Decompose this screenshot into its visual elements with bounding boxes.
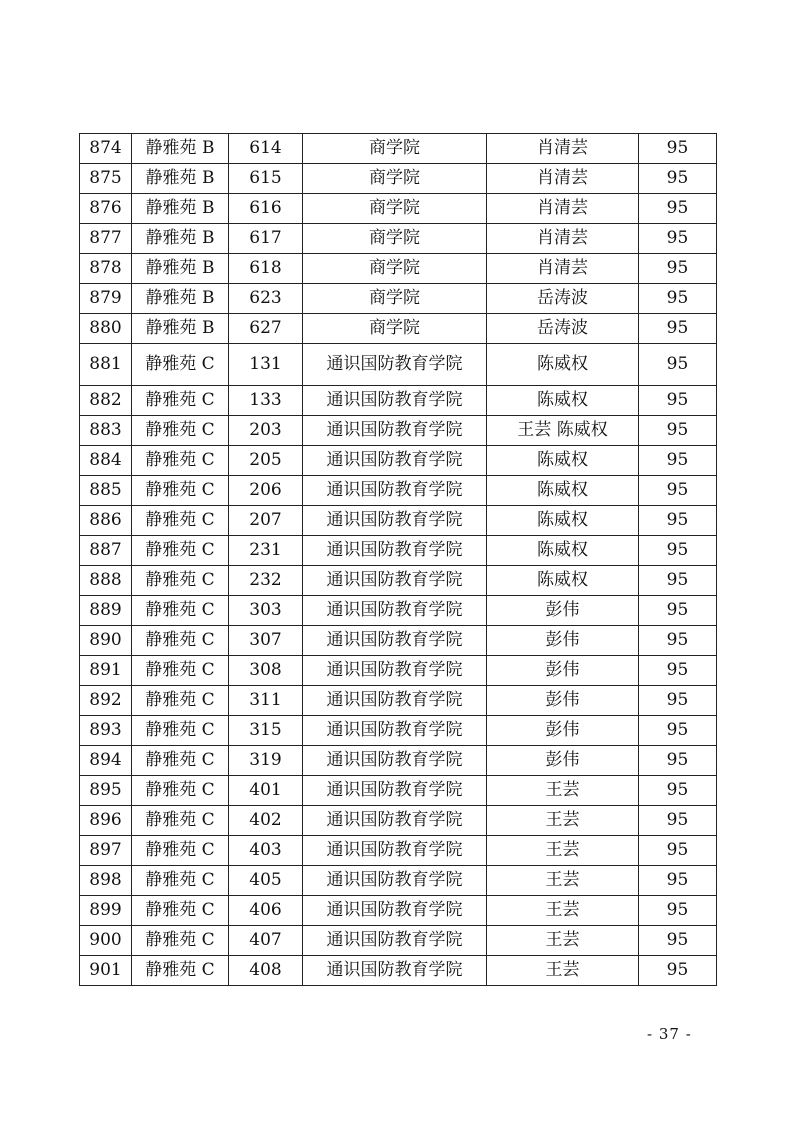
row-number-cell: 890 bbox=[80, 626, 132, 656]
room-number-cell: 231 bbox=[229, 536, 303, 566]
table-body bbox=[80, 134, 717, 986]
building-cell: 静雅苑 C bbox=[132, 626, 229, 656]
counselor-cell: 岳涛波 bbox=[487, 284, 639, 314]
room-number-cell: 207 bbox=[229, 506, 303, 536]
score-cell: 95 bbox=[639, 896, 717, 926]
college-cell: 通识国防教育学院 bbox=[303, 836, 487, 866]
counselor-cell: 陈威权 bbox=[487, 446, 639, 476]
college-cell: 商学院 bbox=[303, 224, 487, 254]
building-cell: 静雅苑 C bbox=[132, 686, 229, 716]
college-cell: 通识国防教育学院 bbox=[303, 344, 487, 386]
score-cell: 95 bbox=[639, 344, 717, 386]
score-cell: 95 bbox=[639, 506, 717, 536]
building-cell: 静雅苑 C bbox=[132, 536, 229, 566]
counselor-cell: 王芸 陈威权 bbox=[487, 416, 639, 446]
room-number-cell: 408 bbox=[229, 956, 303, 986]
college-cell: 商学院 bbox=[303, 194, 487, 224]
college-cell: 商学院 bbox=[303, 254, 487, 284]
building-cell: 静雅苑 C bbox=[132, 926, 229, 956]
score-cell: 95 bbox=[639, 746, 717, 776]
building-cell: 静雅苑 C bbox=[132, 866, 229, 896]
row-number-cell: 887 bbox=[80, 536, 132, 566]
room-number-cell: 131 bbox=[229, 344, 303, 386]
table-row bbox=[80, 446, 717, 476]
room-number-cell: 401 bbox=[229, 776, 303, 806]
room-number-cell: 303 bbox=[229, 596, 303, 626]
counselor-cell: 岳涛波 bbox=[487, 314, 639, 344]
counselor-cell: 彭伟 bbox=[487, 746, 639, 776]
row-number-cell: 899 bbox=[80, 896, 132, 926]
row-number-cell: 896 bbox=[80, 806, 132, 836]
row-number-cell: 884 bbox=[80, 446, 132, 476]
counselor-cell: 陈威权 bbox=[487, 566, 639, 596]
building-cell: 静雅苑 B bbox=[132, 164, 229, 194]
building-cell: 静雅苑 B bbox=[132, 224, 229, 254]
counselor-cell: 彭伟 bbox=[487, 626, 639, 656]
table-row bbox=[80, 836, 717, 866]
table-row bbox=[80, 344, 717, 386]
room-number-cell: 203 bbox=[229, 416, 303, 446]
score-cell: 95 bbox=[639, 626, 717, 656]
score-cell: 95 bbox=[639, 134, 717, 164]
room-number-cell: 616 bbox=[229, 194, 303, 224]
page-number: - 37 - bbox=[647, 1025, 692, 1043]
college-cell: 商学院 bbox=[303, 284, 487, 314]
building-cell: 静雅苑 B bbox=[132, 194, 229, 224]
college-cell: 通识国防教育学院 bbox=[303, 746, 487, 776]
college-cell: 商学院 bbox=[303, 134, 487, 164]
counselor-cell: 王芸 bbox=[487, 866, 639, 896]
row-number-cell: 877 bbox=[80, 224, 132, 254]
table-row bbox=[80, 506, 717, 536]
building-cell: 静雅苑 C bbox=[132, 776, 229, 806]
row-number-cell: 900 bbox=[80, 926, 132, 956]
table-row bbox=[80, 656, 717, 686]
room-number-cell: 403 bbox=[229, 836, 303, 866]
row-number-cell: 878 bbox=[80, 254, 132, 284]
table-row bbox=[80, 866, 717, 896]
building-cell: 静雅苑 C bbox=[132, 566, 229, 596]
room-number-cell: 133 bbox=[229, 386, 303, 416]
college-cell: 通识国防教育学院 bbox=[303, 596, 487, 626]
score-cell: 95 bbox=[639, 776, 717, 806]
room-number-cell: 206 bbox=[229, 476, 303, 506]
building-cell: 静雅苑 C bbox=[132, 896, 229, 926]
counselor-cell: 肖清芸 bbox=[487, 164, 639, 194]
counselor-cell: 陈威权 bbox=[487, 506, 639, 536]
table-row bbox=[80, 164, 717, 194]
score-cell: 95 bbox=[639, 194, 717, 224]
counselor-cell: 王芸 bbox=[487, 806, 639, 836]
row-number-cell: 888 bbox=[80, 566, 132, 596]
score-cell: 95 bbox=[639, 476, 717, 506]
table-row bbox=[80, 926, 717, 956]
table-row bbox=[80, 536, 717, 566]
score-cell: 95 bbox=[639, 314, 717, 344]
room-number-cell: 311 bbox=[229, 686, 303, 716]
score-cell: 95 bbox=[639, 926, 717, 956]
building-cell: 静雅苑 B bbox=[132, 314, 229, 344]
building-cell: 静雅苑 C bbox=[132, 596, 229, 626]
college-cell: 通识国防教育学院 bbox=[303, 656, 487, 686]
college-cell: 通识国防教育学院 bbox=[303, 806, 487, 836]
building-cell: 静雅苑 B bbox=[132, 284, 229, 314]
counselor-cell: 陈威权 bbox=[487, 344, 639, 386]
college-cell: 通识国防教育学院 bbox=[303, 776, 487, 806]
table-row bbox=[80, 254, 717, 284]
table-row bbox=[80, 284, 717, 314]
room-number-cell: 614 bbox=[229, 134, 303, 164]
counselor-cell: 肖清芸 bbox=[487, 254, 639, 284]
college-cell: 通识国防教育学院 bbox=[303, 626, 487, 656]
score-cell: 95 bbox=[639, 446, 717, 476]
room-number-cell: 617 bbox=[229, 224, 303, 254]
score-cell: 95 bbox=[639, 596, 717, 626]
building-cell: 静雅苑 C bbox=[132, 956, 229, 986]
counselor-cell: 王芸 bbox=[487, 926, 639, 956]
table-row bbox=[80, 476, 717, 506]
score-cell: 95 bbox=[639, 386, 717, 416]
building-cell: 静雅苑 B bbox=[132, 254, 229, 284]
building-cell: 静雅苑 C bbox=[132, 746, 229, 776]
college-cell: 通识国防教育学院 bbox=[303, 686, 487, 716]
row-number-cell: 895 bbox=[80, 776, 132, 806]
row-number-cell: 889 bbox=[80, 596, 132, 626]
room-number-cell: 615 bbox=[229, 164, 303, 194]
score-cell: 95 bbox=[639, 656, 717, 686]
room-number-cell: 618 bbox=[229, 254, 303, 284]
score-cell: 95 bbox=[639, 566, 717, 596]
college-cell: 通识国防教育学院 bbox=[303, 866, 487, 896]
table-row bbox=[80, 746, 717, 776]
row-number-cell: 901 bbox=[80, 956, 132, 986]
college-cell: 通识国防教育学院 bbox=[303, 476, 487, 506]
college-cell: 通识国防教育学院 bbox=[303, 416, 487, 446]
college-cell: 通识国防教育学院 bbox=[303, 536, 487, 566]
row-number-cell: 886 bbox=[80, 506, 132, 536]
row-number-cell: 898 bbox=[80, 866, 132, 896]
counselor-cell: 王芸 bbox=[487, 776, 639, 806]
table-row bbox=[80, 224, 717, 254]
table-row bbox=[80, 566, 717, 596]
counselor-cell: 彭伟 bbox=[487, 596, 639, 626]
counselor-cell: 王芸 bbox=[487, 836, 639, 866]
table-row bbox=[80, 194, 717, 224]
row-number-cell: 876 bbox=[80, 194, 132, 224]
college-cell: 通识国防教育学院 bbox=[303, 446, 487, 476]
counselor-cell: 肖清芸 bbox=[487, 134, 639, 164]
counselor-cell: 肖清芸 bbox=[487, 224, 639, 254]
college-cell: 通识国防教育学院 bbox=[303, 566, 487, 596]
room-number-cell: 205 bbox=[229, 446, 303, 476]
row-number-cell: 893 bbox=[80, 716, 132, 746]
building-cell: 静雅苑 C bbox=[132, 716, 229, 746]
room-number-cell: 308 bbox=[229, 656, 303, 686]
score-cell: 95 bbox=[639, 686, 717, 716]
table-row bbox=[80, 956, 717, 986]
table-row bbox=[80, 416, 717, 446]
row-number-cell: 897 bbox=[80, 836, 132, 866]
table-row bbox=[80, 776, 717, 806]
dorm-score-table bbox=[79, 133, 717, 986]
counselor-cell: 王芸 bbox=[487, 896, 639, 926]
table-row bbox=[80, 626, 717, 656]
score-cell: 95 bbox=[639, 284, 717, 314]
row-number-cell: 879 bbox=[80, 284, 132, 314]
room-number-cell: 402 bbox=[229, 806, 303, 836]
building-cell: 静雅苑 C bbox=[132, 476, 229, 506]
row-number-cell: 882 bbox=[80, 386, 132, 416]
row-number-cell: 875 bbox=[80, 164, 132, 194]
score-cell: 95 bbox=[639, 536, 717, 566]
building-cell: 静雅苑 C bbox=[132, 416, 229, 446]
college-cell: 通识国防教育学院 bbox=[303, 506, 487, 536]
score-cell: 95 bbox=[639, 956, 717, 986]
row-number-cell: 881 bbox=[80, 344, 132, 386]
row-number-cell: 874 bbox=[80, 134, 132, 164]
building-cell: 静雅苑 C bbox=[132, 446, 229, 476]
counselor-cell: 彭伟 bbox=[487, 656, 639, 686]
college-cell: 通识国防教育学院 bbox=[303, 386, 487, 416]
score-cell: 95 bbox=[639, 224, 717, 254]
building-cell: 静雅苑 C bbox=[132, 656, 229, 686]
college-cell: 通识国防教育学院 bbox=[303, 896, 487, 926]
counselor-cell: 彭伟 bbox=[487, 716, 639, 746]
score-cell: 95 bbox=[639, 254, 717, 284]
building-cell: 静雅苑 C bbox=[132, 506, 229, 536]
room-number-cell: 406 bbox=[229, 896, 303, 926]
counselor-cell: 陈威权 bbox=[487, 476, 639, 506]
building-cell: 静雅苑 C bbox=[132, 806, 229, 836]
room-number-cell: 315 bbox=[229, 716, 303, 746]
row-number-cell: 891 bbox=[80, 656, 132, 686]
college-cell: 通识国防教育学院 bbox=[303, 716, 487, 746]
college-cell: 通识国防教育学院 bbox=[303, 956, 487, 986]
room-number-cell: 307 bbox=[229, 626, 303, 656]
building-cell: 静雅苑 B bbox=[132, 134, 229, 164]
table-row bbox=[80, 686, 717, 716]
counselor-cell: 陈威权 bbox=[487, 386, 639, 416]
score-cell: 95 bbox=[639, 836, 717, 866]
building-cell: 静雅苑 C bbox=[132, 836, 229, 866]
row-number-cell: 892 bbox=[80, 686, 132, 716]
row-number-cell: 894 bbox=[80, 746, 132, 776]
college-cell: 通识国防教育学院 bbox=[303, 926, 487, 956]
table-row bbox=[80, 134, 717, 164]
table-row bbox=[80, 806, 717, 836]
score-cell: 95 bbox=[639, 716, 717, 746]
room-number-cell: 407 bbox=[229, 926, 303, 956]
score-cell: 95 bbox=[639, 416, 717, 446]
counselor-cell: 王芸 bbox=[487, 956, 639, 986]
counselor-cell: 肖清芸 bbox=[487, 194, 639, 224]
counselor-cell: 彭伟 bbox=[487, 686, 639, 716]
room-number-cell: 319 bbox=[229, 746, 303, 776]
room-number-cell: 627 bbox=[229, 314, 303, 344]
table-row bbox=[80, 596, 717, 626]
table-row bbox=[80, 314, 717, 344]
table-row bbox=[80, 716, 717, 746]
counselor-cell: 陈威权 bbox=[487, 536, 639, 566]
row-number-cell: 885 bbox=[80, 476, 132, 506]
college-cell: 商学院 bbox=[303, 314, 487, 344]
score-cell: 95 bbox=[639, 866, 717, 896]
college-cell: 商学院 bbox=[303, 164, 487, 194]
room-number-cell: 232 bbox=[229, 566, 303, 596]
building-cell: 静雅苑 C bbox=[132, 344, 229, 386]
table-row bbox=[80, 386, 717, 416]
table-row bbox=[80, 896, 717, 926]
row-number-cell: 883 bbox=[80, 416, 132, 446]
score-cell: 95 bbox=[639, 164, 717, 194]
room-number-cell: 623 bbox=[229, 284, 303, 314]
score-cell: 95 bbox=[639, 806, 717, 836]
row-number-cell: 880 bbox=[80, 314, 132, 344]
building-cell: 静雅苑 C bbox=[132, 386, 229, 416]
room-number-cell: 405 bbox=[229, 866, 303, 896]
